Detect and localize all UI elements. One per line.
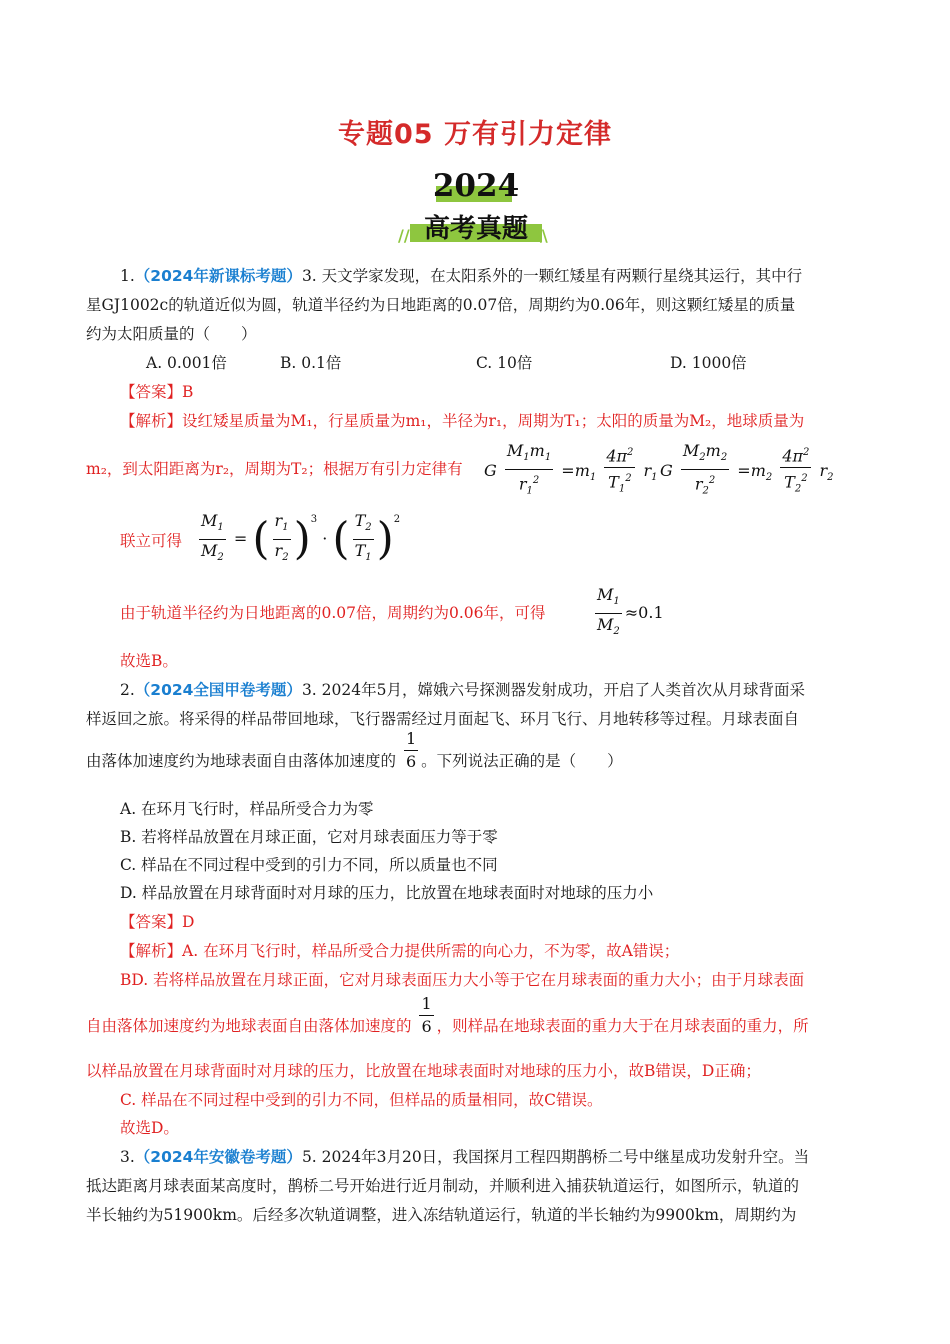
- q1-conclusion: 故选B。: [120, 652, 178, 670]
- q3-line1: [120, 1146, 910, 1168]
- q2-option-b: B. 若将样品放置在月球正面，它对月球表面压力等于零: [120, 828, 498, 846]
- q1-analysis2: m₂，到太阳距离为r₂，周期为T₂；根据万有引力定律有: [86, 460, 463, 478]
- q1-answer-value: B: [182, 383, 194, 401]
- q1-answer: [120, 381, 910, 403]
- q1-line2: 星GJ1002c的轨道近似为圆，轨道半径约为日地距离的0.07倍，周期约为0.06年，则这颗红矮星的质量: [86, 296, 796, 314]
- q2-text3b: 。下列说法正确的是（ ）: [421, 752, 623, 770]
- q3-line3: 半长轴约为51900km。后经多次轨道调整，进入冻结轨道运行，轨道的半长轴约为9900km，周期约为: [86, 1206, 797, 1224]
- q2-number: 2.: [120, 681, 135, 699]
- q2-line2: 样返回之旅。将采得的样品带回地球，飞行器需经过月面起飞、环月飞行、月地转移等过程。月球表面自: [86, 710, 800, 728]
- q1-option-a: A. 0.001倍: [146, 354, 227, 372]
- q2-fraction: $\frac{1}{6}$: [405, 728, 417, 771]
- q2-analysis3: [86, 993, 876, 1038]
- q3-number: 3.: [120, 1148, 135, 1166]
- q2-analysis5: C. 样品在不同过程中受到的引力不同，但样品的质量相同，故C错误。: [120, 1091, 603, 1109]
- q3-text1: 5. 2024年3月20日，我国探月工程四期鹊桥二号中继星成功发射升空。当: [301, 1148, 810, 1166]
- page-title: 专题05 万有引力定律: [338, 119, 612, 150]
- q1-line1: [120, 265, 910, 287]
- q1-option-d: D. 1000倍: [670, 354, 747, 372]
- gravity-formula-2: G $\frac{M_2m_2}{r_2^2}$ $=m_2$ $\frac{4\pi^2}{T_2^2}$ $r_2$: [660, 441, 834, 497]
- decor-slash-left-icon: //: [398, 226, 410, 245]
- q2-analysis-text3b: ，则样品在地球表面的重力大于在月球表面的重力，所: [436, 1017, 809, 1035]
- q1-source: （2024年新课标考题）: [134, 267, 302, 285]
- q2-analysis-text3a: 自由落体加速度约为地球表面自由落体加速度的: [86, 1017, 412, 1035]
- year-badge: [396, 168, 556, 248]
- q1-text1: 3. 天文学家发现，在太阳系外的一颗红矮星有两颗行星绕其运行，其中行: [301, 267, 803, 285]
- q2-analysis2: BD. 若将样品放置在月球正面，它对月球表面压力大小等于它在月球表面的重力大小；由于月球表面: [120, 971, 805, 989]
- q2-analysis1: [120, 940, 910, 962]
- q2-option-a: A. 在环月飞行时，样品所受合力为零: [120, 800, 374, 818]
- mass-ratio-result: $\frac{M_1}{M_2}$ ≈0.1: [597, 585, 664, 638]
- q2-text1: 3. 2024年5月，嫦娥六号探测器发射成功，开启了人类首次从月球背面采: [301, 681, 805, 699]
- year-label: 2024: [432, 168, 520, 204]
- q2-text3a: 由落体加速度约为地球表面自由落体加速度的: [86, 752, 397, 770]
- q3-line2: 抵达距离月球表面某高度时，鹊桥二号开始进行近月制动，并顺利进入捕获轨道运行，如图所示，轨道的: [86, 1177, 800, 1195]
- q2-option-d: D. 样品放置在月球背面时对月球的压力，比放置在地球表面时对地球的压力小: [120, 884, 654, 902]
- q1-analysis-tag: 【解析】: [120, 412, 183, 430]
- q1-option-b: B. 0.1倍: [280, 354, 342, 372]
- q2-answer-tag: 【答案】: [120, 913, 183, 931]
- q2-line1: [120, 679, 910, 701]
- q2-source: （2024全国甲卷考题）: [134, 681, 302, 699]
- q3-source: （2024年安徽卷考题）: [134, 1148, 302, 1166]
- q2-option-c: C. 样品在不同过程中受到的引力不同，所以质量也不同: [120, 856, 498, 874]
- q1-answer-tag: 【答案】: [120, 383, 183, 401]
- q1-analysis4: 由于轨道半径约为日地距离的0.07倍，周期约为0.06年，可得: [120, 604, 546, 622]
- q2-answer-value: D: [182, 913, 195, 931]
- q1-number: 1.: [120, 267, 135, 285]
- section-subtitle: 高考真题: [423, 214, 528, 244]
- q2-analysis-fraction: $\frac{1}{6}$: [421, 993, 432, 1036]
- q2-analysis-tag: 【解析】: [120, 942, 183, 960]
- q1-option-c: C. 10倍: [476, 354, 533, 372]
- q1-analysis3: 联立可得: [120, 532, 183, 550]
- q2-conclusion: 故选D。: [120, 1119, 179, 1137]
- q1-analysis1: [120, 410, 910, 432]
- q2-analysis4: 以样品放置在月球背面时对月球的压力，比放置在地球表面时对地球的压力小，故B错误，D正确；: [86, 1062, 761, 1080]
- mass-ratio-formula: $\frac{M_1}{M_2}$ = ( $\frac{r_1}{r_2}$ )$^3$ · ( $\frac{T_2}{T_1}$ )$^2$: [201, 511, 401, 565]
- q2-answer: [120, 911, 910, 933]
- q2-line3: [86, 728, 876, 773]
- q1-analysis-text1: 设红矮星质量为M₁，行星质量为m₁，半径为r₁，周期为T₁；太阳的质量为M₂，地球质量为: [182, 412, 805, 430]
- q2-analysis-text1: A. 在环月飞行时，样品所受合力提供所需的向心力，不为零，故A错误；: [182, 942, 680, 960]
- gravity-formula-1: G $\frac{M_1m_1}{r_1^2}$ $=m_1$ $\frac{4\pi^2}{T_1^2}$ $r_1$: [484, 441, 658, 497]
- q1-line3: 约为太阳质量的（ ）: [86, 325, 257, 343]
- approx-value: ≈0.1: [624, 603, 664, 623]
- decor-slash-right-icon: \\: [536, 226, 548, 245]
